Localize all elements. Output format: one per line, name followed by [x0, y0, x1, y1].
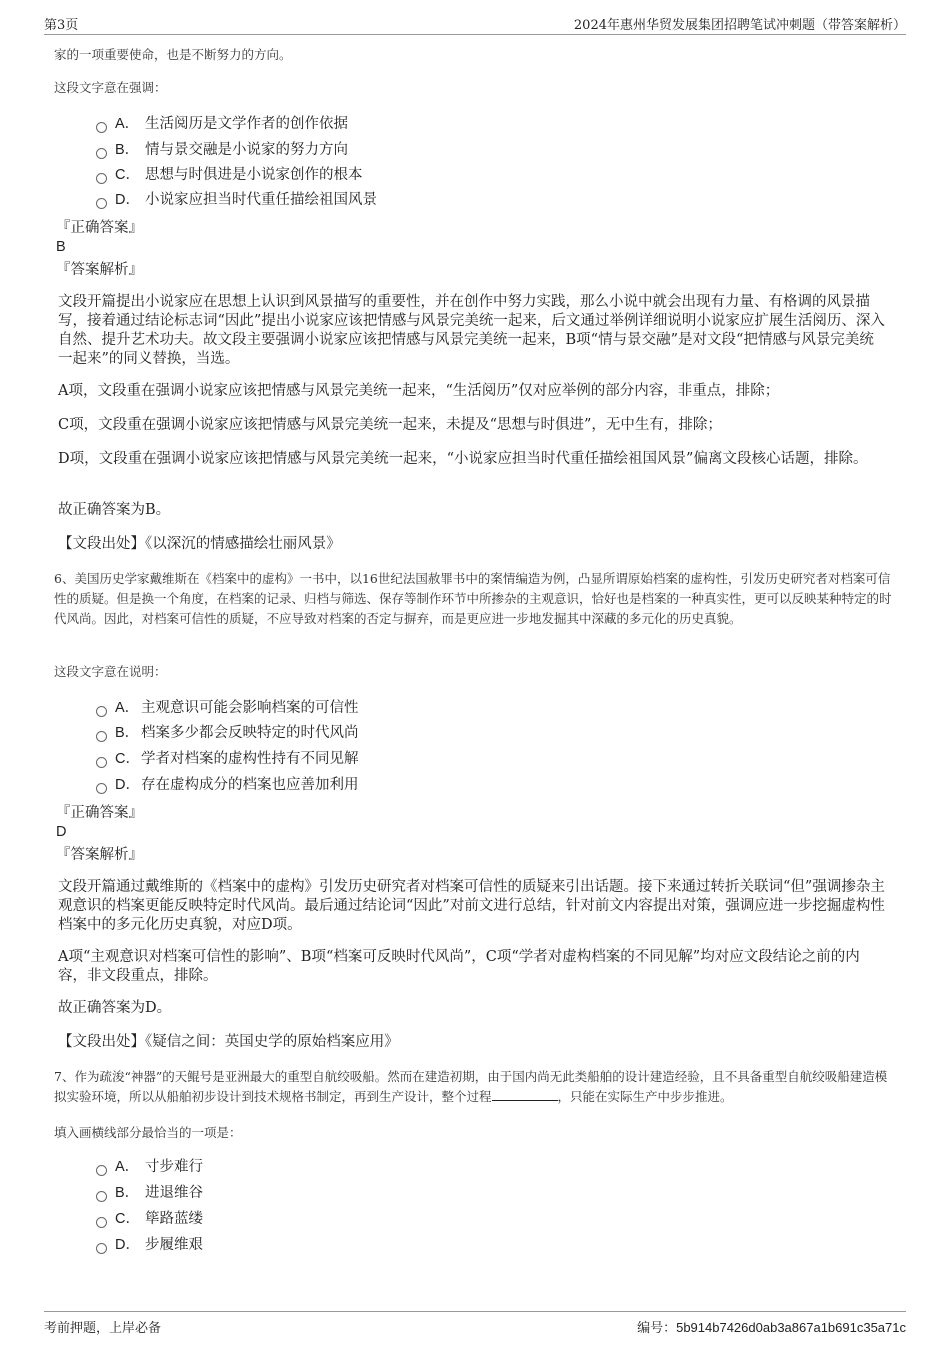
q6-analysis-options: A项“主观意识对档案可信性的影响”、B项“档案可反映时代风尚”，C项“学者对虚构档案的不同见解”均对应文段结论之前的内容，非文段重点，排除。: [58, 949, 860, 984]
document-code: 编号：5b914b7426d0ab3a867a1b691c35a71c: [637, 1320, 906, 1336]
q6-option-b[interactable]: B． 档案多少都会反映特定的时代风尚: [96, 723, 359, 743]
q5-conclusion: 故正确答案为B。: [58, 502, 171, 518]
page-header: [44, 14, 906, 35]
q6-stem: 6、美国历史学家戴维斯在《档案中的虚构》一书中，以16世纪法国赦罪书中的案情编造为例，凸显所谓原始档案的虚构性，引发历史研究者对档案可信性的质疑。但是换一个角度，在档案的记录、归档与筛选、保存等制作环节中所掺杂的主观意识，恰好也是档案的一种真实性，更可以反映某种特定的时代风尚。因此，对档案可信性的质疑，不应导致对档案的否定与摒弃，而是更应进一步地发掘其中深藏的多元化的历史真貌。: [54, 571, 892, 626]
q5-analysis-a: A项，文段重在强调小说家应该把情感与风景完美统一起来，“生活阅历”仅对应举例的部分内容，非重点，排除；: [58, 383, 780, 399]
q5-analysis-c: C项，文段重在强调小说家应该把情感与风景完美统一起来，未提及“思想与时俱进”，无中生有，排除；: [58, 417, 722, 433]
radio-icon[interactable]: [96, 122, 107, 133]
q6-source: 【文段出处】《疑信之间：英国史学的原始档案应用》: [58, 1034, 399, 1050]
q7-option-b[interactable]: B． 进退维谷: [96, 1183, 203, 1203]
q6-option-d[interactable]: D．存在虚构成分的档案也应善加利用: [96, 775, 359, 795]
fill-in-blank: [492, 1088, 558, 1101]
page-footer: [44, 1311, 906, 1338]
q5-stem-tail: 家的一项重要使命，也是不断努力的方向。: [54, 47, 292, 62]
radio-icon[interactable]: [96, 173, 107, 184]
q7-option-d[interactable]: D． 步履维艰: [96, 1235, 203, 1255]
footer-slogan: 考前押题，上岸必备: [44, 1321, 162, 1336]
radio-icon[interactable]: [96, 1191, 107, 1202]
q5-option-d[interactable]: D． 小说家应担当时代重任描绘祖国风景: [96, 190, 377, 210]
radio-icon[interactable]: [96, 757, 107, 768]
q6-option-c[interactable]: C．学者对档案的虚构性持有不同见解: [96, 749, 359, 769]
radio-icon[interactable]: [96, 1217, 107, 1228]
q6-prompt: 这段文字意在说明：: [54, 664, 167, 679]
q7-option-a[interactable]: A． 寸步难行: [96, 1157, 203, 1177]
q5-answer-heading: 『正确答案』: [56, 220, 143, 236]
q6-answer: D: [56, 824, 67, 840]
q6-conclusion: 故正确答案为D。: [58, 1000, 172, 1016]
document-title: 2024年惠州华贸发展集团招聘笔试冲刺题（带答案解析）: [573, 18, 906, 33]
q6-option-a[interactable]: A． 主观意识可能会影响档案的可信性: [96, 698, 359, 718]
q5-analysis-paragraph: 文段开篇提出小说家应在思想上认识到风景描写的重要性，并在创作中努力实践，那么小说中就会出现有力量、有格调的风景描写，接着通过结论标志词“因此”提出小说家应该把情感与风景完美统一起来，后文通过举例详细说明小说家应扩展生活阅历、深入自然、提升艺术功夫。故文段主要强调小说家应该把情感与风景完美统一起来，B项“情与景交融”是对文段“把情感与风景完美统一起来”的同义替换，当选。: [58, 294, 885, 367]
radio-icon[interactable]: [96, 198, 107, 209]
q7-prompt: 填入画横线部分最恰当的一项是：: [54, 1125, 242, 1140]
radio-icon[interactable]: [96, 783, 107, 794]
q5-prompt: 这段文字意在强调：: [54, 80, 167, 95]
q6-answer-heading: 『正确答案』: [56, 805, 143, 821]
q5-option-a[interactable]: A． 生活阅历是文学作者的创作依据: [96, 114, 348, 134]
radio-icon[interactable]: [96, 1165, 107, 1176]
q7-stem: 7、作为疏浚“神器”的天鲲号是亚洲最大的重型自航绞吸船。然而在建造初期，由于国内尚无此类船舶的设计建造经验，且不具备重型自航绞吸船建造模拟实验环境，所以从船舶初步设计到技术规格书制定，再到生产设计，整个过程 ，只能在实际生产中步步推进。: [54, 1069, 888, 1104]
q5-source: 【文段出处】《以深沉的情感描绘壮丽风景》: [58, 536, 341, 552]
q5-analysis-heading: 『答案解析』: [56, 262, 143, 278]
radio-icon[interactable]: [96, 731, 107, 742]
q5-option-c[interactable]: C． 思想与时俱进是小说家创作的根本: [96, 165, 363, 185]
radio-icon[interactable]: [96, 148, 107, 159]
q6-analysis-heading: 『答案解析』: [56, 847, 143, 863]
q5-option-b[interactable]: B． 情与景交融是小说家的努力方向: [96, 140, 348, 160]
page-number: 第3页: [44, 18, 79, 33]
radio-icon[interactable]: [96, 706, 107, 717]
radio-icon[interactable]: [96, 1243, 107, 1254]
q7-option-c[interactable]: C． 筚路蓝缕: [96, 1209, 203, 1229]
q5-analysis-d: D项，文段重在强调小说家应该把情感与风景完美统一起来，“小说家应担当时代重任描绘祖国风景”偏离文段核心话题，排除。: [58, 451, 868, 467]
q5-answer: B: [56, 239, 66, 255]
q6-analysis-paragraph: 文段开篇通过戴维斯的《档案中的虚构》引发历史研究者对档案可信性的质疑来引出话题。接下来通过转折关联词“但”强调掺杂主观意识的档案更能反映特定时代风尚。最后通过结论词“因此”对前文进行总结，针对前文内容提出对策，强调应进一步挖掘虚构性档案中的多元化历史真貌，对应D项。: [58, 879, 885, 933]
